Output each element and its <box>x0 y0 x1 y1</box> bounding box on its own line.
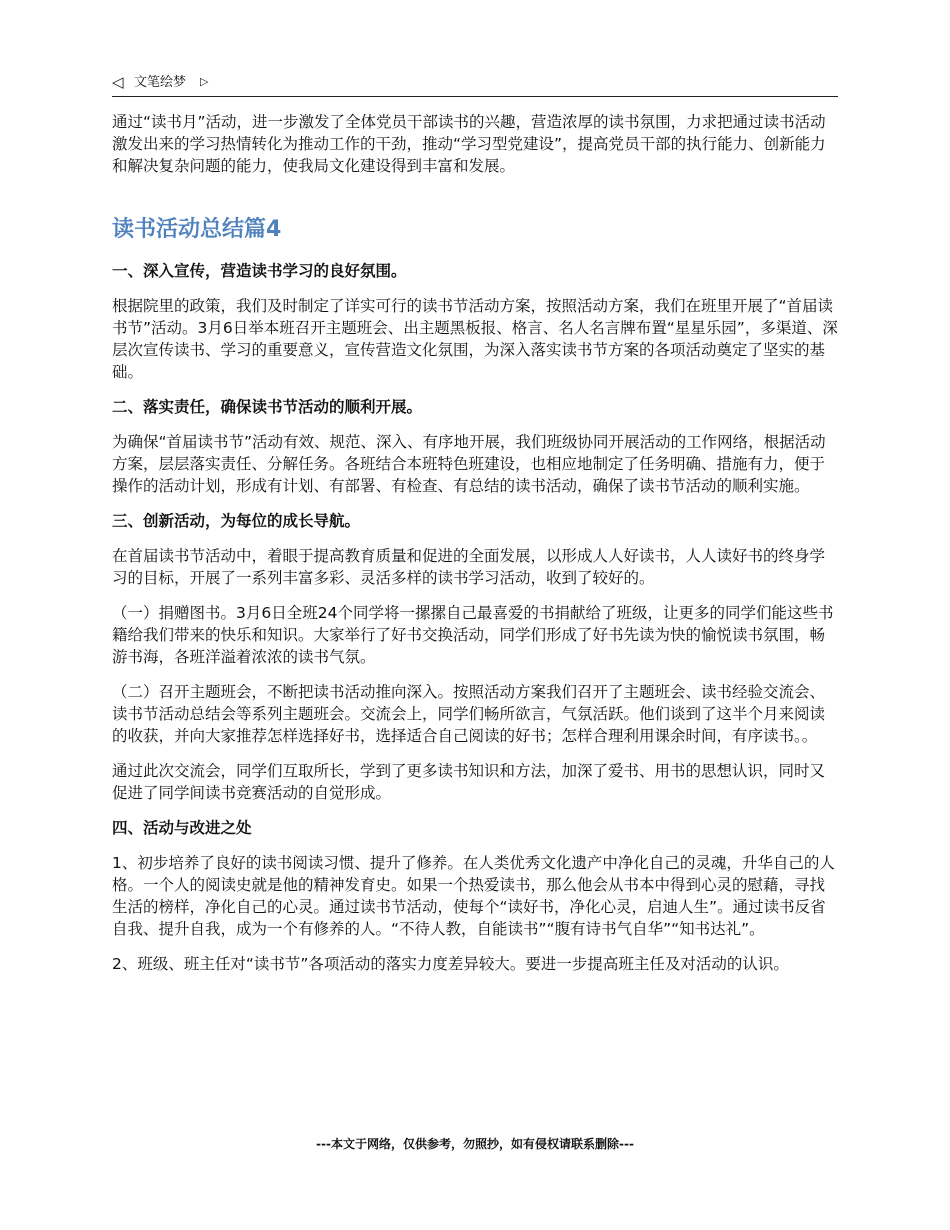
section-paragraph: （一）捐赠图书。3月6日全班24个同学将一摞摞自己最喜爱的书捐献给了班级，让更多的同学们能这些书籍给我们带来的快乐和知识。大家举行了好书交换活动，同学们形成了好书先读为快的愉悦读书氛围，畅游书海，各班洋溢着浓浓的读书气氛。 <box>112 604 834 666</box>
section-heading: 三、创新活动，为每位的成长导航。 <box>112 512 361 530</box>
page-header <box>112 70 838 97</box>
section-2 <box>112 396 838 497</box>
section-paragraph: 为确保“首届读书节”活动有效、规范、深入、有序地开展，我们班级协同开展活动的工作网络，根据活动方案，层层落实责任、分解任务。各班结合本班特色班建设，也相应地制定了任务明确、措施有力，便于操作的活动计划，形成有计划、有部署、有检查、有总结的读书活动，确保了读书节活动的顺利实施。 <box>112 433 826 495</box>
section-1 <box>112 260 838 383</box>
section-heading: 四、活动与改进之处 <box>112 819 252 837</box>
header-brand: 文笔绘梦 <box>134 75 187 90</box>
page-footer: ---本文于网络，仅供参考，勿照抄，如有侵权请联系删除--- <box>316 1137 634 1151</box>
section-paragraph: （二）召开主题班会，不断把读书活动推向深入。按照活动方案我们召开了主题班会、读书经验交流会、读书节活动总结会等系列主题班会。交流会上，同学们畅所欲言，气氛活跃。他们谈到了这半个月来阅读的收获，并向大家推荐怎样选择好书，选择适合自己阅读的好书；怎样合理利用课余时间，有序读书。。 <box>112 683 826 745</box>
section-paragraph: 在首届读书节活动中，着眼于提高教育质量和促进的全面发展，以形成人人好读书，人人读好书的终身学习的目标，开展了一系列丰富多彩、灵活多样的读书学习活动，收到了较好的。 <box>112 547 826 587</box>
section-heading: 一、深入宣传，营造读书学习的良好氛围。 <box>112 262 407 280</box>
section-paragraph: 根据院里的政策，我们及时制定了详实可行的读书节活动方案，按照活动方案，我们在班里开展了“首届读书节”活动。3月6日举本班召开主题班会、出主题黑板报、格言、名人名言牌布置“星星乐园”，多渠道、深层次宣传读书、学习的重要意义，宣传营造文化氛围，为深入落实读书节方案的各项活动奠定了坚实的基础。 <box>112 297 838 381</box>
section-4 <box>112 817 838 975</box>
section-paragraph: 通过此次交流会，同学们互取所长，学到了更多读书知识和方法，加深了爱书、用书的思想认识，同时又促进了同学间读书竞赛活动的自觉形成。 <box>112 762 826 802</box>
section-3 <box>112 510 838 804</box>
intro-paragraph: 通过“读书月”活动，进一步激发了全体党员干部读书的兴趣，营造浓厚的读书氛围，力求把通过读书活动激发出来的学习热情转化为推动工作的干劲，推动“学习型党建设”，提高党员干部的执行能力、创新能力和解决复杂问题的能力，使我局文化建设得到丰富和发展。 <box>112 113 826 175</box>
section-heading: 二、落实责任，确保读书节活动的顺利开展。 <box>112 398 423 416</box>
document-body <box>112 111 838 988</box>
right-triangle-icon: ▷ <box>200 75 209 88</box>
left-triangle-icon: ◁ <box>112 73 124 91</box>
document-title: 读书活动总结篇4 <box>112 217 282 242</box>
section-paragraph: 1、初步培养了良好的读书阅读习惯、提升了修养。在人类优秀文化遗产中净化自己的灵魂，升华自己的人格。一个人的阅读史就是他的精神发育史。如果一个热爱读书，那么他会从书本中得到心灵的慰藉，寻找生活的榜样，净化自己的心灵。通过读书节活动，使每个“读好书，净化心灵，启迪人生”。通过读书反省自我、提升自我，成为一个有修养的人。“不待人教，自能读书”“腹有诗书气自华”“知书达礼”。 <box>112 854 835 938</box>
section-paragraph: 2、班级、班主任对“读书节”各项活动的落实力度差异较大。要进一步提高班主任及对活动的认识。 <box>112 955 789 973</box>
